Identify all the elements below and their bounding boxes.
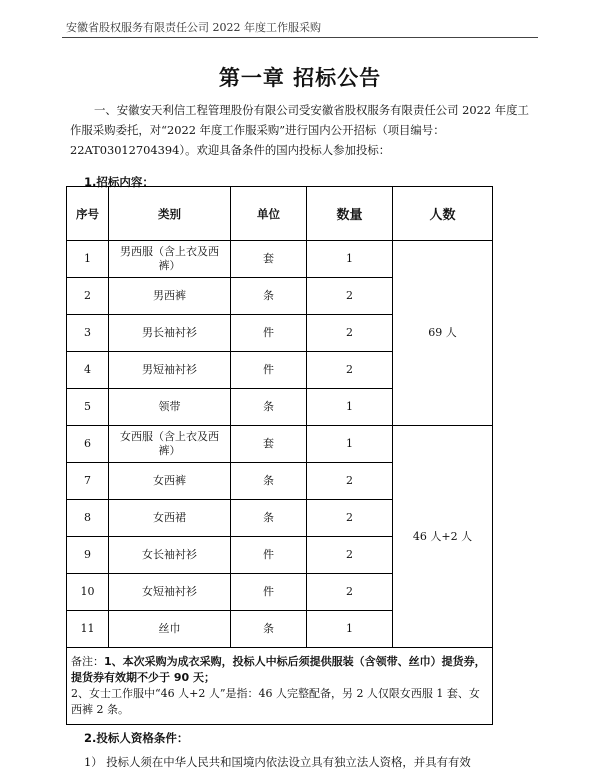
cell-quantity: 2 — [307, 352, 393, 389]
note-prefix: 备注： — [71, 655, 104, 668]
cell-seq: 1 — [67, 241, 109, 278]
cell-category: 女西裤 — [109, 463, 231, 500]
cell-category: 男西服（含上衣及西裤） — [109, 241, 231, 278]
header-quantity: 数量 — [307, 187, 393, 241]
cell-people-male: 69 人 — [393, 241, 493, 426]
cell-category: 丝巾 — [109, 611, 231, 648]
cell-people-female: 46 人+2 人 — [393, 426, 493, 648]
cell-unit: 条 — [231, 611, 307, 648]
requirement-item: 1） 投标人须在中华人民共和国境内依法设立具有独立法人资格，并具有有效 — [84, 755, 471, 769]
bid-items-table — [66, 186, 493, 725]
cell-quantity: 2 — [307, 315, 393, 352]
page-header: 安徽省股权服务有限责任公司 2022 年度工作服采购 — [66, 21, 321, 34]
section-heading-qualifications: 2.投标人资格条件： — [84, 731, 189, 745]
cell-category: 女西裙 — [109, 500, 231, 537]
cell-seq: 10 — [67, 574, 109, 611]
table-note-row — [67, 648, 493, 725]
cell-quantity: 2 — [307, 537, 393, 574]
cell-quantity: 2 — [307, 500, 393, 537]
cell-seq: 3 — [67, 315, 109, 352]
table-header-row — [67, 187, 493, 241]
cell-quantity: 1 — [307, 241, 393, 278]
cell-seq: 11 — [67, 611, 109, 648]
note-bold-text: 1、本次采购为成衣采购，投标人中标后须提供服装（含领带、丝巾）提货券，提货券有效期不少于 90 天； — [71, 655, 486, 684]
cell-seq: 7 — [67, 463, 109, 500]
cell-seq: 5 — [67, 389, 109, 426]
cell-quantity: 1 — [307, 611, 393, 648]
cell-quantity: 2 — [307, 278, 393, 315]
cell-category: 男短袖衬衫 — [109, 352, 231, 389]
header-seq: 序号 — [67, 187, 109, 241]
page-title: 第一章 招标公告 — [218, 66, 382, 90]
cell-quantity: 2 — [307, 574, 393, 611]
header-category: 类别 — [109, 187, 231, 241]
cell-seq: 8 — [67, 500, 109, 537]
cell-unit: 套 — [231, 426, 307, 463]
cell-quantity: 1 — [307, 389, 393, 426]
cell-category: 女短袖衬衫 — [109, 574, 231, 611]
cell-seq: 9 — [67, 537, 109, 574]
cell-seq: 2 — [67, 278, 109, 315]
cell-category: 男长袖衬衫 — [109, 315, 231, 352]
cell-category: 领带 — [109, 389, 231, 426]
cell-unit: 件 — [231, 537, 307, 574]
header-divider — [62, 37, 538, 38]
cell-category: 女长袖衬衫 — [109, 537, 231, 574]
note-line-2: 2、女士工作服中“46 人+2 人”是指：46 人完整配备，另 2 人仅限女西服 1 套、女西裤 2 条。 — [71, 687, 480, 716]
cell-quantity: 2 — [307, 463, 393, 500]
header-unit: 单位 — [231, 187, 307, 241]
table-note — [67, 648, 493, 725]
table-row — [67, 241, 493, 278]
cell-category: 男西裤 — [109, 278, 231, 315]
intro-paragraph — [70, 100, 530, 160]
cell-category: 女西服（含上衣及西裤） — [109, 426, 231, 463]
intro-text: 一、安徽安天利信工程管理股份有限公司受安徽省股权服务有限责任公司 2022 年度工作服采购委托，对“2022 年度工作服采购”进行国内公开招标（项目编号：22AT03012704394）。欢迎具备条件的国内投标人参加投标： — [70, 103, 529, 157]
cell-seq: 4 — [67, 352, 109, 389]
header-people: 人数 — [393, 187, 493, 241]
cell-unit: 件 — [231, 352, 307, 389]
cell-unit: 条 — [231, 389, 307, 426]
section-heading-bid-content: 1.招标内容： — [84, 175, 154, 189]
cell-unit: 条 — [231, 500, 307, 537]
cell-quantity: 1 — [307, 426, 393, 463]
cell-unit: 件 — [231, 574, 307, 611]
cell-unit: 条 — [231, 278, 307, 315]
table-row — [67, 426, 493, 463]
cell-unit: 件 — [231, 315, 307, 352]
cell-unit: 条 — [231, 463, 307, 500]
cell-seq: 6 — [67, 426, 109, 463]
cell-unit: 套 — [231, 241, 307, 278]
